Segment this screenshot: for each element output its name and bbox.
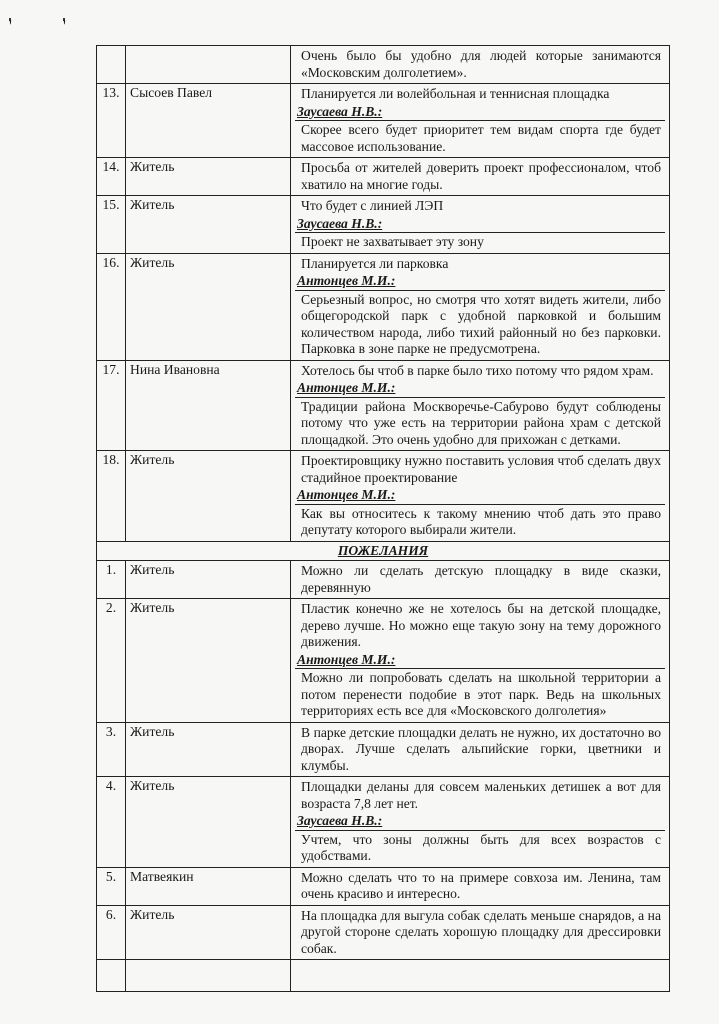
row-number: 15.	[97, 196, 126, 254]
speaker-name: Сысоев Павел	[126, 84, 291, 158]
statement-text: Можно ли сделать детскую площадку в виде сказки, деревянную	[301, 563, 661, 595]
wishes-body	[97, 541, 670, 561]
section-row	[97, 541, 670, 561]
statement-cell	[291, 777, 670, 868]
statement-text: Пластик конечно же не хотелось бы на детской площадке, дерево лучше. Но можно еще такую зону на тему дорожного движения.	[301, 601, 661, 649]
scan-mark: '	[9, 18, 12, 35]
row-number: 4.	[97, 777, 126, 868]
row-number: 6.	[97, 905, 126, 960]
respondent-name: Заусаева Н.В.:	[297, 103, 383, 119]
row-number: 18.	[97, 451, 126, 542]
wishes-items	[97, 561, 670, 960]
row-number	[97, 46, 126, 84]
statement-cell	[291, 360, 670, 451]
speaker-name: Житель	[126, 599, 291, 723]
statement-text: В парке детские площадки делать не нужно, их достаточно во дворах. Лучше сделать альпийские горки, цветники и клумбы.	[301, 724, 661, 773]
statement-cell	[291, 158, 670, 196]
speaker-name: Матвеякин	[126, 867, 291, 905]
row-number: 2.	[97, 599, 126, 723]
trailing-body	[97, 960, 670, 992]
table-row	[97, 777, 670, 868]
statement-cell	[291, 196, 670, 254]
respondent-name: Антонцев М.И.:	[297, 651, 396, 667]
statement-cell	[291, 867, 670, 905]
table-row	[97, 960, 670, 992]
statement-text: Планируется ли волейбольная и теннисная площадка	[301, 86, 610, 101]
statement-text: Планируется ли парковка	[301, 255, 449, 271]
row-number: 3.	[97, 722, 126, 777]
table-row	[97, 905, 670, 960]
table-row	[97, 196, 670, 254]
statement-cell	[291, 253, 670, 360]
respondent-name: Заусаева Н.В.:	[297, 813, 383, 828]
respondent-name: Антонцев М.И.:	[297, 380, 396, 395]
table-row	[97, 84, 670, 158]
table-row	[97, 867, 670, 905]
respondent-name: Антонцев М.И.:	[297, 487, 396, 502]
speaker-name	[126, 46, 291, 84]
row-number: 16.	[97, 253, 126, 360]
statement-text: Что будет с линией ЛЭП	[301, 198, 444, 213]
speaker-name: Житель	[126, 561, 291, 599]
minutes-table	[96, 45, 670, 992]
section-title: ПОЖЕЛАНИЯ	[97, 541, 670, 561]
speaker-name: Житель	[126, 158, 291, 196]
row-number: 1.	[97, 561, 126, 599]
table-row	[97, 253, 670, 360]
speaker-name: Житель	[126, 451, 291, 542]
statement-text: Как вы относитесь к такому мнению чтоб дать это право депутату которого выбирали жители.	[295, 504, 665, 540]
statement-text: Проект не захватывает эту зону	[295, 232, 665, 252]
statement-text: Хотелось бы чтоб в парке было тихо потому что рядом храм.	[301, 362, 654, 378]
questions-body	[97, 46, 670, 542]
statement-text: Можно ли попробовать сделать на школьной территории а потом перенести подобие в этот парк. Ведь на школьных территориях есть все для «Московского долголетия»	[295, 668, 665, 721]
statement-cell	[291, 722, 670, 777]
statement-text: Учтем, что зоны должны быть для всех возрастов с удобствами.	[295, 830, 665, 866]
statement-text: Площадки деланы для совсем маленьких детишек а вот для возраста 7,8 лет нет.	[301, 779, 661, 811]
row-number: 13.	[97, 84, 126, 158]
table-row	[97, 360, 670, 451]
statement-text: Проектировщику нужно поставить условия чтоб сделать двух стадийное проектирование	[301, 453, 661, 485]
statement-text: Традиции района Москворечье-Сабурово будут соблюдены потому что уже есть на территории района храм с детской площадкой. Это очень удобно для прихожан с детками.	[295, 397, 665, 450]
speaker-name: Житель	[126, 722, 291, 777]
table-row	[97, 158, 670, 196]
speaker-name: Житель	[126, 777, 291, 868]
speaker-name: Житель	[126, 253, 291, 360]
table-row	[97, 722, 670, 777]
row-number: 5.	[97, 867, 126, 905]
statement-text: Скорее всего будет приоритет тем видам спорта где будет массовое использование.	[295, 120, 665, 156]
statement-cell	[291, 599, 670, 723]
speaker-name: Житель	[126, 196, 291, 254]
respondent-name: Заусаева Н.В.:	[297, 215, 383, 231]
statement-text: На площадка для выгула собак сделать меньше снарядов, а на другой стороне сделать хорошую площадку для дрессировки собак.	[301, 907, 661, 956]
statement-cell	[291, 451, 670, 542]
speaker-name: Нина Ивановна	[126, 360, 291, 451]
statement-cell	[291, 561, 670, 599]
statement-text: Можно сделать что то на примере совхоза им. Ленина, там очень красиво и интересно.	[301, 869, 661, 901]
table-row	[97, 599, 670, 723]
statement-text: Очень было бы удобно для людей которые занимаются «Московским долголетием».	[301, 48, 661, 80]
speaker-name: Житель	[126, 905, 291, 960]
row-number: 14.	[97, 158, 126, 196]
respondent-name: Антонцев М.И.:	[297, 273, 396, 288]
table-row	[97, 451, 670, 542]
table-row	[97, 561, 670, 599]
statement-cell	[291, 84, 670, 158]
scan-mark: '	[63, 18, 66, 35]
statement-cell	[291, 905, 670, 960]
statement-cell	[291, 46, 670, 84]
statement-text: Просьба от жителей доверить проект профессионалом, чтоб хватило на многие годы.	[301, 160, 661, 192]
row-number: 17.	[97, 360, 126, 451]
table-row	[97, 46, 670, 84]
statement-text: Серьезный вопрос, но смотря что хотят видеть жители, либо общегородской парк с удобной парковкой и большим количеством народа, либо тихий районный но без парковки. Парковка в зоне парке не предусмотрена.	[295, 290, 665, 359]
